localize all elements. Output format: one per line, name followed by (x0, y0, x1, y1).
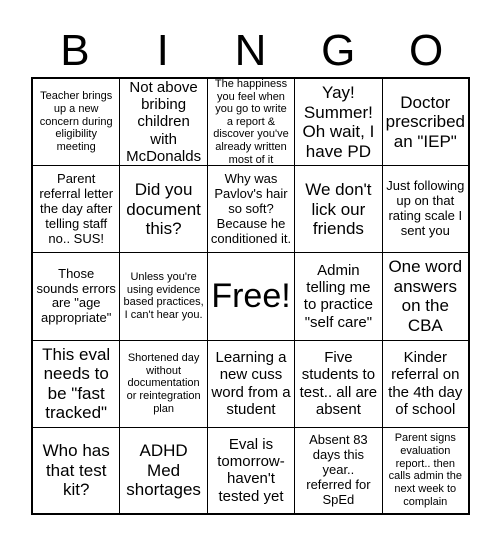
cell-text: Shortened day without documentation or reintegration plan (126, 352, 201, 415)
cell-text: Yay! Summer! Oh wait, I have PD (302, 83, 375, 161)
bingo-cell-o1[interactable] (383, 79, 470, 166)
bingo-cell-b5[interactable] (33, 428, 120, 515)
bingo-cell-i4[interactable] (120, 341, 207, 428)
bingo-cell-g4[interactable] (295, 341, 382, 428)
cell-text: Why was Pavlov's hair so soft? Because he conditioned it. (210, 170, 292, 246)
cell-text: Five students to test.. all are absent (299, 349, 378, 418)
bingo-cell-b2[interactable] (33, 166, 120, 253)
letter-n: N (234, 26, 267, 75)
cell-text: Admin telling me to practice "self care" (303, 261, 373, 331)
bingo-cell-o3[interactable] (383, 253, 470, 340)
cell-text: This eval needs to be "fast tracked" (42, 344, 111, 423)
cell-text: ADHD Med shortages (126, 441, 201, 500)
bingo-cell-n2[interactable] (208, 166, 295, 253)
letter-g: G (321, 26, 356, 75)
bingo-cell-free[interactable] (208, 253, 295, 340)
bingo-cell-o2[interactable] (383, 166, 470, 253)
cell-text: Not above bribing children with McDonalds (126, 79, 202, 165)
cell-text: Just following up on that rating scale I sent you (386, 178, 465, 239)
cell-text: One word answers on the CBA (388, 257, 463, 336)
bingo-header (31, 26, 470, 76)
cell-text: Did you document this? (126, 179, 201, 239)
cell-text: Eval is tomorrow- haven't tested yet (217, 435, 285, 505)
cell-text: Parent signs evaluation report.. then calls admin the next week to complain (388, 432, 462, 508)
bingo-cell-i1[interactable] (120, 79, 207, 166)
bingo-cell-b1[interactable] (33, 79, 120, 166)
cell-text: Parent referral letter the day after telling staff no.. SUS! (39, 170, 114, 246)
bingo-grid (31, 77, 470, 515)
letter-i: I (156, 26, 169, 75)
letter-o: O (408, 26, 444, 75)
bingo-cell-g2[interactable] (295, 166, 382, 253)
bingo-cell-g3[interactable] (295, 253, 382, 340)
cell-text: Who has that test kit? (42, 441, 110, 500)
cell-text: Kinder referral on the 4th day of school (388, 349, 463, 418)
cell-text: Those sounds errors are "age appropriate" (36, 265, 116, 326)
bingo-cell-g1[interactable] (295, 79, 382, 166)
bingo-cell-n4[interactable] (208, 341, 295, 428)
cell-text: The happiness you feel when you go to write a report & discover you've already written most of it (213, 79, 289, 166)
bingo-cell-n1[interactable] (208, 79, 295, 166)
bingo-cell-b4[interactable] (33, 341, 120, 428)
cell-text: We don't lick our friends (305, 179, 372, 239)
bingo-cell-i2[interactable] (120, 166, 207, 253)
cell-text: Doctor prescribed an "IEP" (385, 92, 465, 151)
free-space: Free! (211, 276, 291, 315)
bingo-cell-n5[interactable] (208, 428, 295, 515)
cell-text: Learning a new cuss word from a student (211, 349, 291, 418)
cell-text: Absent 83 days this year.. referred for SpEd (306, 432, 371, 507)
bingo-cell-i5[interactable] (120, 428, 207, 515)
bingo-cell-i3[interactable] (120, 253, 207, 340)
bingo-cell-o4[interactable] (383, 341, 470, 428)
cell-text: Teacher brings up a new concern during eligibility meeting (39, 90, 113, 154)
bingo-cell-g5[interactable] (295, 428, 382, 515)
bingo-cell-o5[interactable] (383, 428, 470, 515)
cell-text: Unless you're using evidence based practices, I can't hear you. (123, 271, 204, 322)
letter-b: B (60, 26, 90, 75)
bingo-cell-b3[interactable] (33, 253, 120, 340)
